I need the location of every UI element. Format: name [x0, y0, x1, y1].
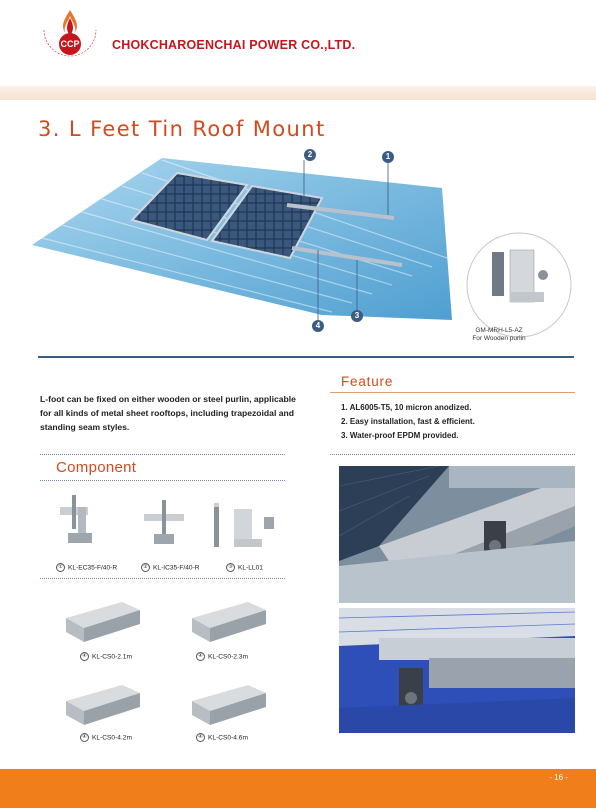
mid-clamp-image: [140, 500, 190, 552]
part-number: ③: [226, 563, 235, 572]
page-footer: [0, 769, 596, 808]
part-number: ①: [56, 563, 65, 572]
part-number: ②: [141, 563, 150, 572]
part-number: ④: [196, 733, 205, 742]
rail-image: [190, 683, 268, 728]
rail-code: KL-CS0-2.3m: [208, 653, 248, 661]
callout-2: 2: [304, 149, 316, 161]
page-number: - 16 -: [549, 773, 568, 782]
inset-caption-note: For Wooden purlin: [472, 335, 526, 342]
component-rule-top: [40, 454, 285, 455]
rail-code: KL-CS0-4.2m: [92, 734, 132, 742]
inset-caption-code: GM-MRH-L5-AZ: [475, 327, 523, 334]
inset-caption: [453, 327, 545, 343]
end-clamp-image: [52, 495, 102, 550]
callout-1: 1: [382, 151, 394, 163]
feature-item: 3. Water-proof EPDM provided.: [341, 431, 459, 440]
rail-label: [80, 652, 132, 661]
part-code: KL-LL01: [238, 564, 263, 572]
part-number: ④: [80, 733, 89, 742]
rail-image: [64, 600, 142, 645]
header-band: [0, 86, 596, 100]
part-label: [141, 563, 200, 572]
callout-3: 3: [351, 310, 363, 322]
rail-image: [190, 600, 268, 645]
feature-item: 1. AL6005-T5, 10 micron anodized.: [341, 403, 472, 412]
rail-label: [196, 652, 248, 661]
installation-photo-2: [339, 608, 575, 733]
part-label: [226, 563, 263, 572]
company-name: CHOKCHAROENCHAI POWER CO.,LTD.: [112, 38, 356, 52]
feature-list: [341, 401, 475, 443]
part-number: ④: [80, 652, 89, 661]
component-rule-bottom: [40, 480, 285, 481]
rail-label: [196, 733, 248, 742]
rail-code: KL-CS0-4.6m: [208, 734, 248, 742]
l-foot-image: [208, 503, 278, 553]
page-title: 3. L Feet Tin Roof Mount: [38, 117, 326, 141]
feature-rule: [330, 392, 575, 393]
installation-photo-1: [339, 466, 575, 603]
rail-code: KL-CS0-2.1m: [92, 653, 132, 661]
feature-heading: Feature: [341, 374, 394, 389]
company-logo: [40, 6, 100, 70]
product-description: L-foot can be fixed on either wooden or steel purlin, applicable for all kinds of metal sheet rooftops, including trapezoidal and standing seam styles.: [40, 394, 296, 432]
part-code: KL-IC35-F/40-R: [153, 564, 200, 572]
callout-4: 4: [312, 320, 324, 332]
rail-image: [64, 683, 142, 728]
component-rule-rails: [40, 578, 285, 579]
feature-item: 2. Easy installation, fast & efficient.: [341, 417, 475, 426]
logo-letters: CCP: [60, 39, 80, 49]
section-divider: [38, 356, 574, 358]
part-label: [56, 563, 117, 572]
photo-rule: [330, 454, 575, 455]
part-number: ④: [196, 652, 205, 661]
part-code: KL-EC35-F/40-R: [68, 564, 118, 572]
component-heading: Component: [56, 459, 137, 476]
rail-label: [80, 733, 132, 742]
